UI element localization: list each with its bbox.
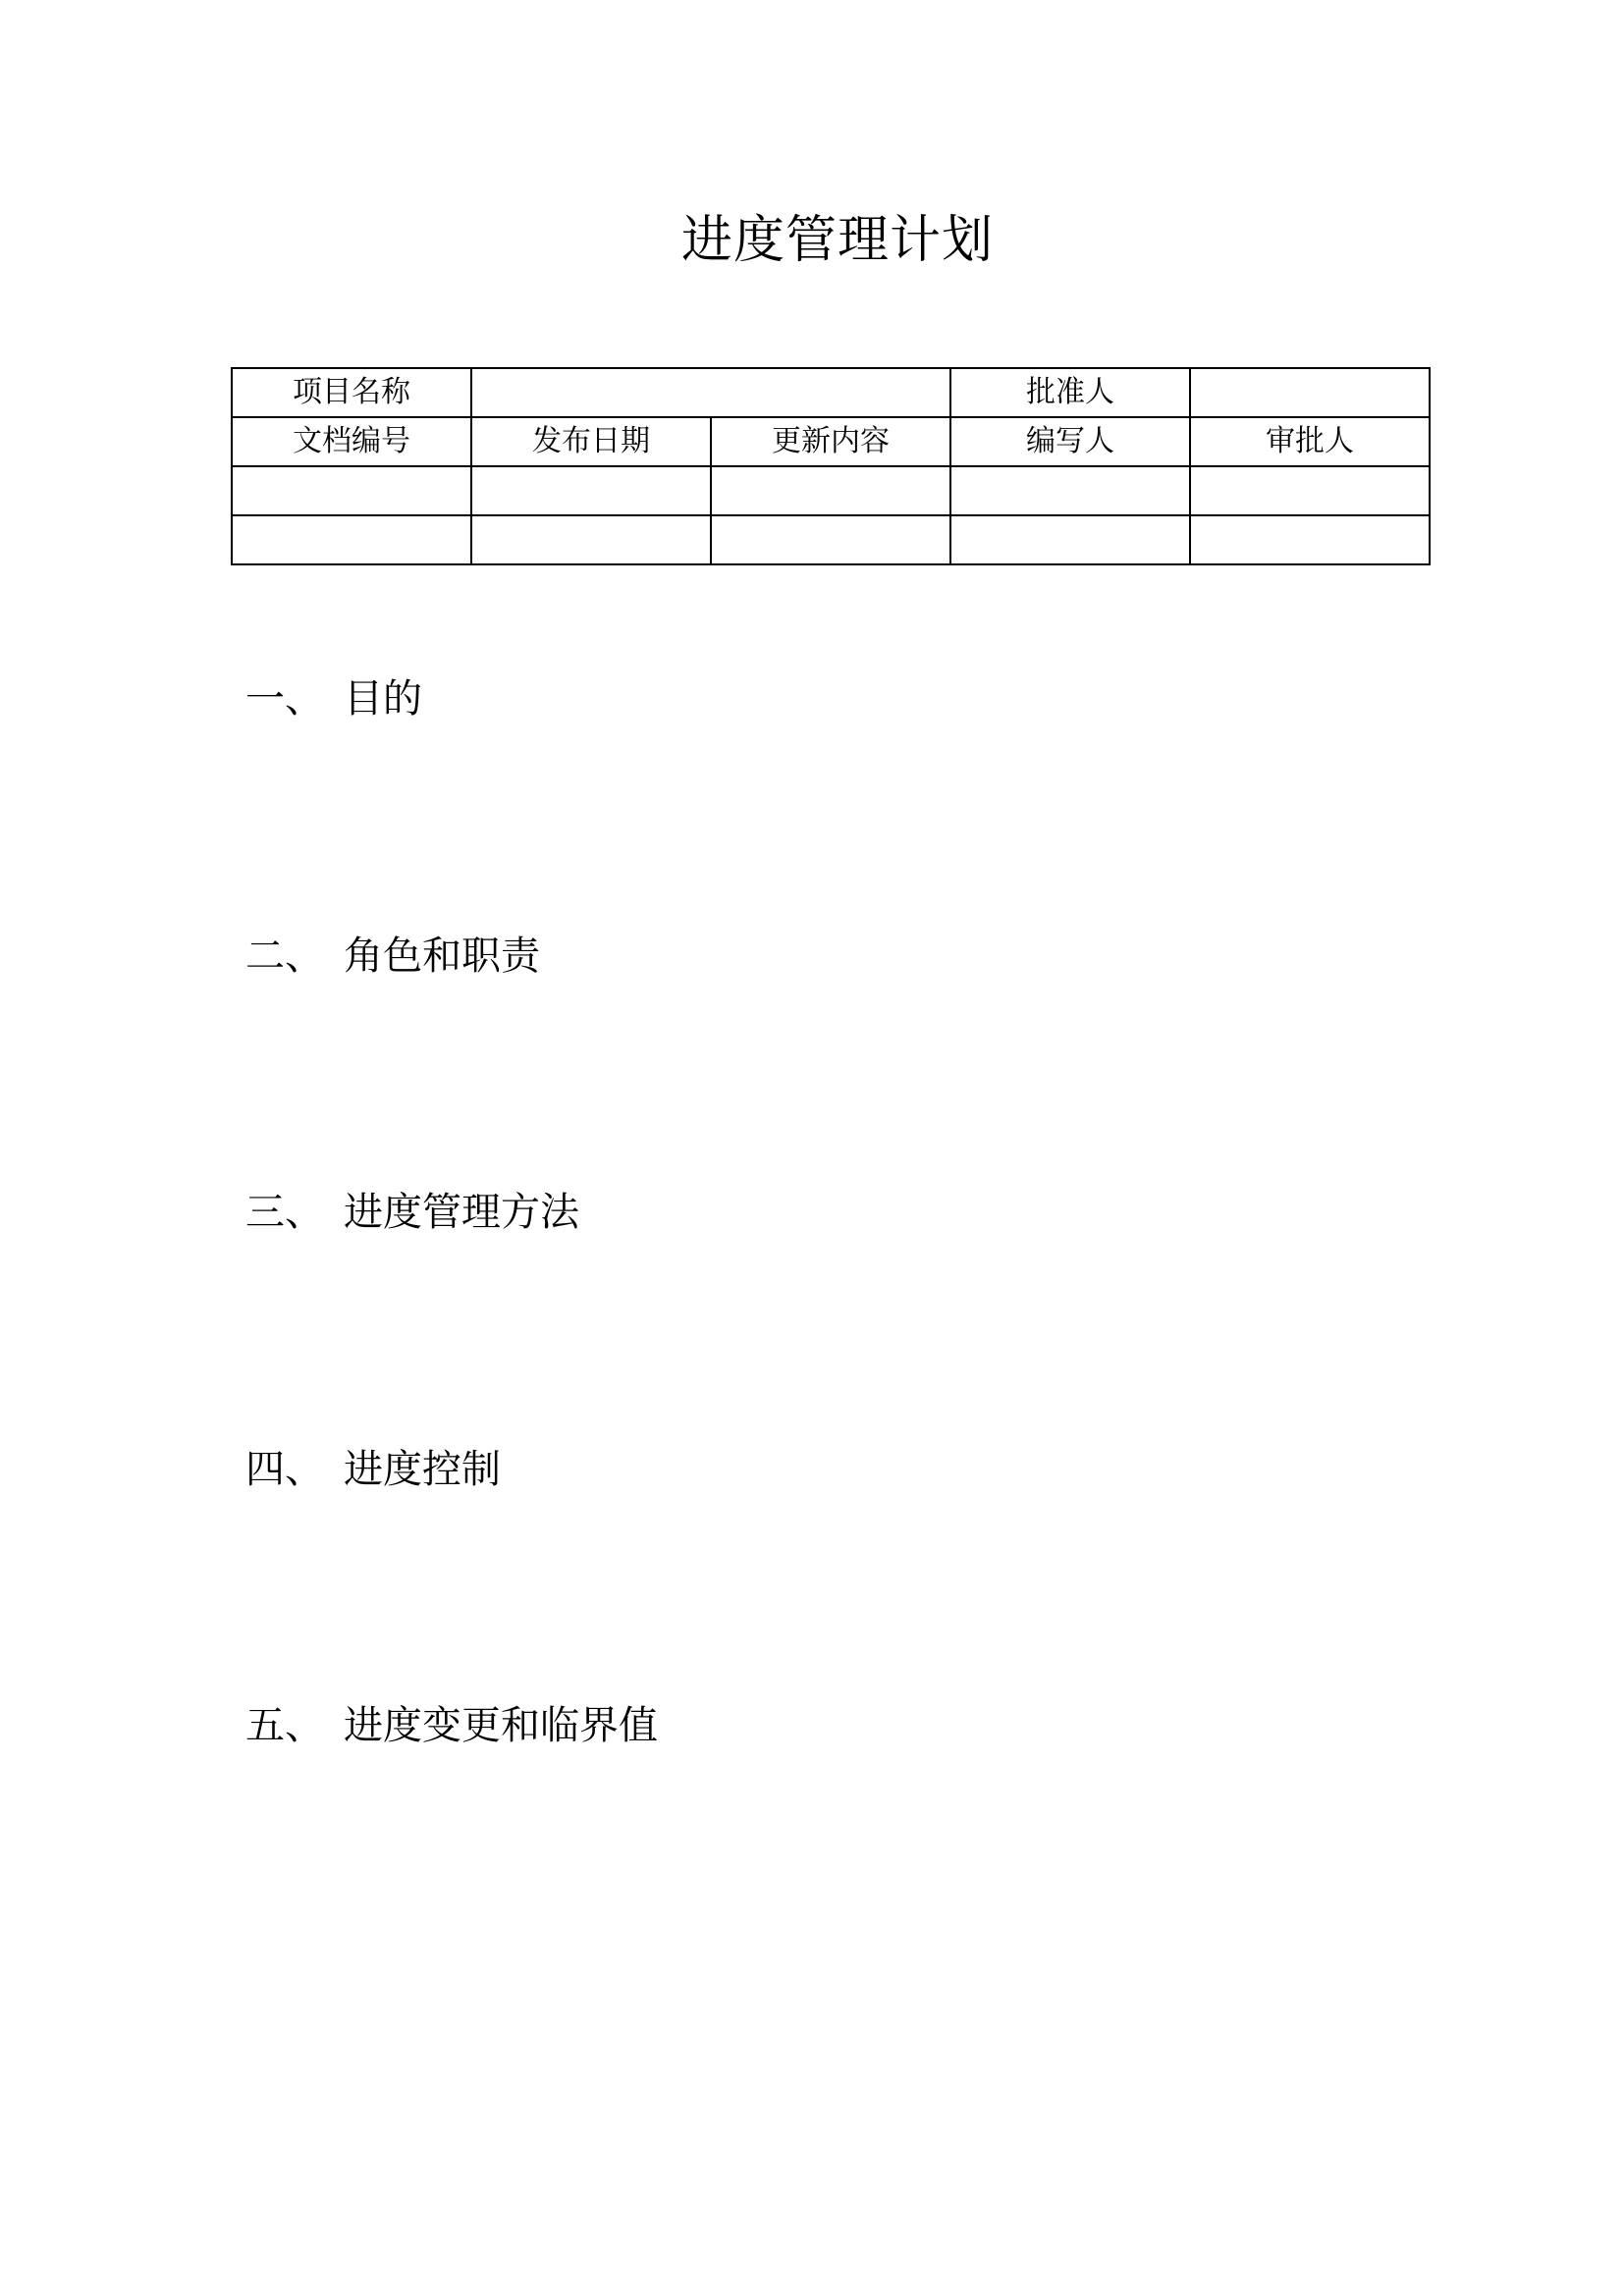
section-heading-method [245, 1185, 579, 1240]
table-cell [711, 515, 950, 564]
header-update-content: 更新内容 [711, 417, 950, 466]
header-doc-number: 文档编号 [232, 417, 471, 466]
approver-value [1190, 368, 1430, 417]
header-release-date: 发布日期 [471, 417, 711, 466]
table-row-project [232, 368, 1430, 417]
section-heading-control [245, 1442, 501, 1497]
document-info-table [231, 367, 1431, 565]
section-title: 进度管理方法 [344, 1190, 579, 1235]
section-heading-change [245, 1698, 658, 1753]
page-title: 进度管理计划 [680, 211, 994, 270]
table-cell [471, 515, 711, 564]
section-title: 目的 [344, 676, 422, 721]
table-row [232, 466, 1430, 515]
section-number: 四、 [245, 1447, 324, 1492]
section-number: 一、 [245, 676, 324, 721]
header-reviewer: 审批人 [1190, 417, 1430, 466]
table-cell [471, 466, 711, 515]
table-cell [232, 515, 471, 564]
table-row [232, 515, 1430, 564]
section-heading-roles [245, 929, 540, 984]
approver-label: 批准人 [950, 368, 1190, 417]
table-cell [711, 466, 950, 515]
project-name-label: 项目名称 [232, 368, 471, 417]
table-cell [1190, 515, 1430, 564]
table-header-row [232, 417, 1430, 466]
section-title: 进度控制 [344, 1447, 501, 1492]
table-cell [950, 515, 1190, 564]
section-number: 五、 [245, 1703, 324, 1748]
project-name-value [471, 368, 950, 417]
section-title: 进度变更和临界值 [344, 1703, 658, 1748]
section-number: 二、 [245, 934, 324, 979]
table-cell [232, 466, 471, 515]
section-title: 角色和职责 [344, 934, 540, 979]
table-cell [950, 466, 1190, 515]
section-number: 三、 [245, 1190, 324, 1235]
section-heading-purpose [245, 671, 422, 726]
header-author: 编写人 [950, 417, 1190, 466]
table-cell [1190, 466, 1430, 515]
